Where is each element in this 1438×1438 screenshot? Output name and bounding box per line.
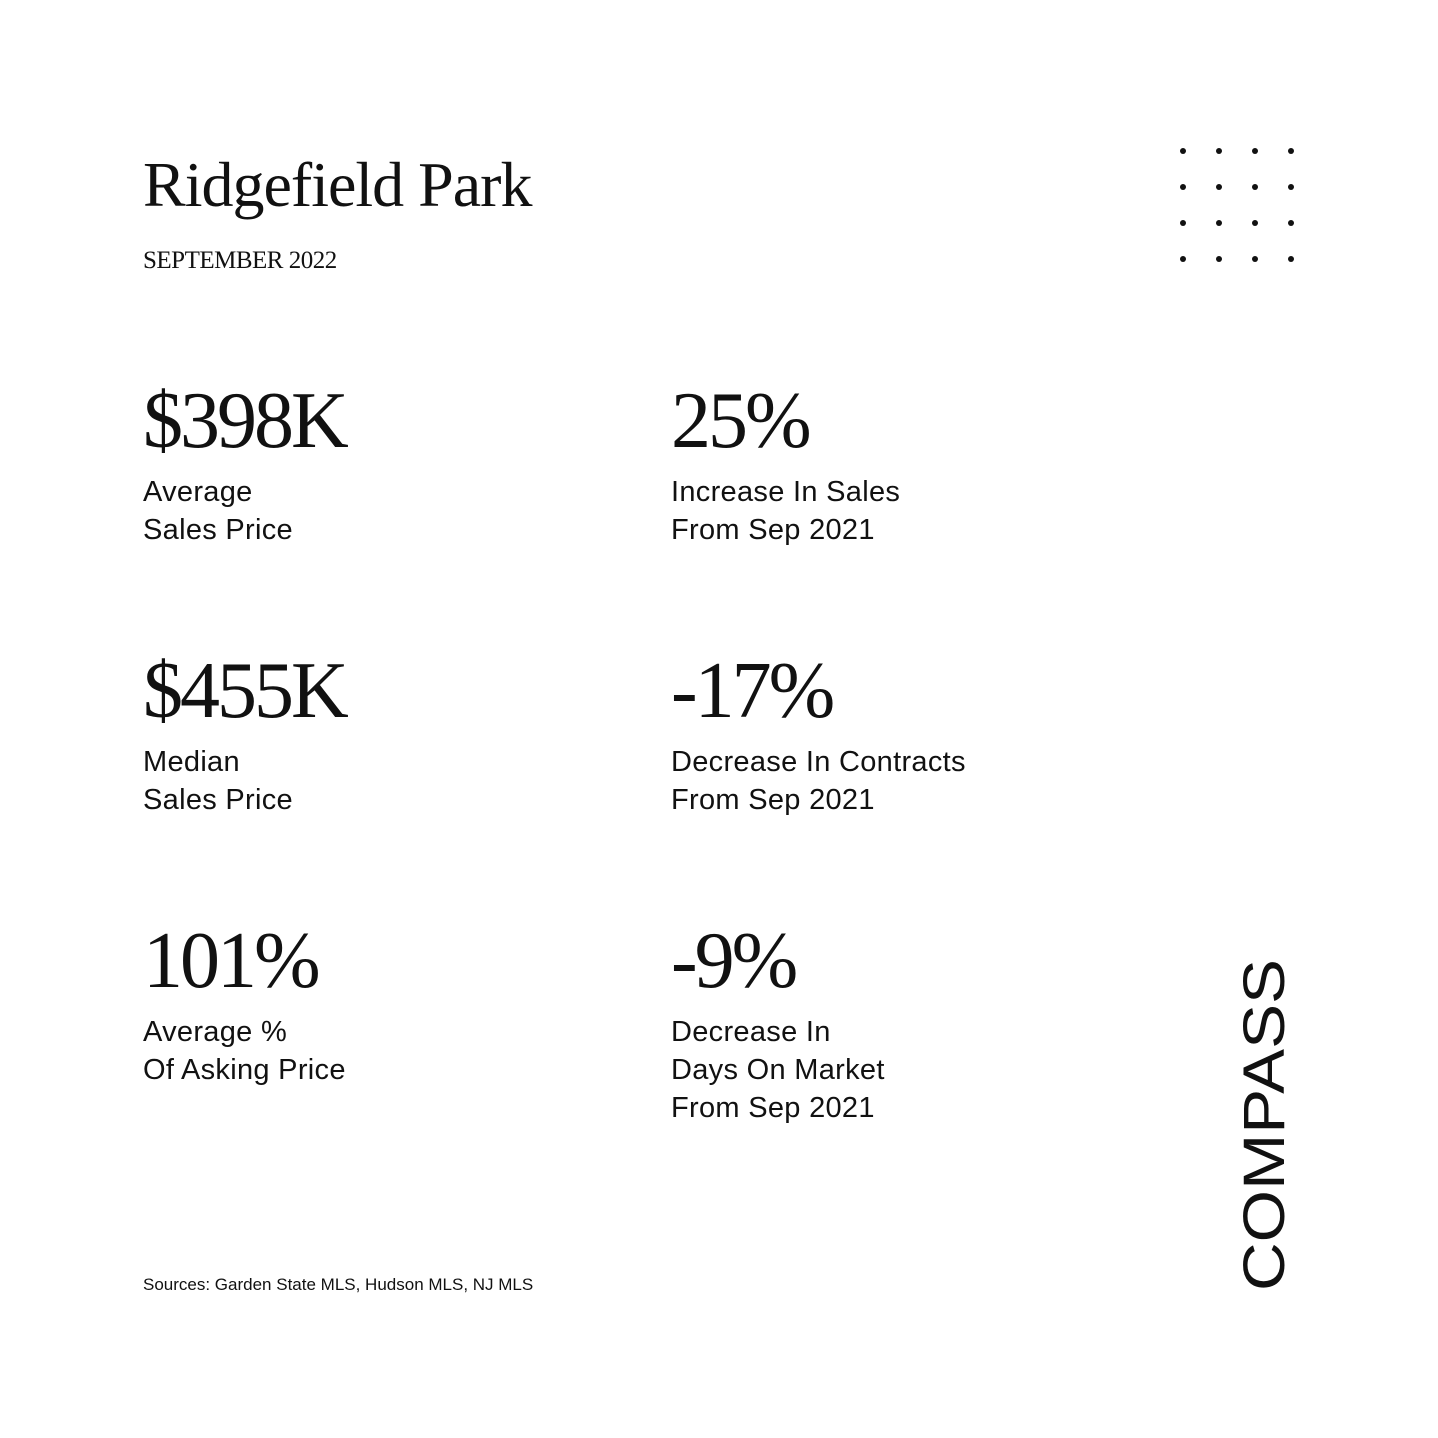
stat-label [143,1013,643,1089]
stat-average-of-asking-price [143,917,643,1089]
sources-note: Sources: Garden State MLS, Hudson MLS, NJ MLS [143,1275,534,1294]
stat-increase-in-sales [671,377,1171,549]
stat-decrease-in-days-on-market [671,917,1171,1127]
compass-logo [1232,955,1297,1295]
stat-value: 101% [143,917,318,1005]
stat-label [143,743,643,819]
page-subtitle: SEPTEMBER 2022 [143,247,337,274]
stat-average-sales-price [143,377,643,549]
stat-label-line: From Sep 2021 [671,1092,875,1124]
stat-label-line: Decrease In Contracts [671,746,966,778]
stat-label-line: Average [143,476,253,508]
stat-median-sales-price [143,647,643,819]
stat-label-line: Increase In Sales [671,476,901,508]
stat-value: $398K [143,377,346,465]
stat-label-line: Median [143,746,240,778]
stat-label [671,743,1171,819]
stat-label-line: From Sep 2021 [671,784,875,816]
stat-label-line: Of Asking Price [143,1054,346,1086]
compass-logo-text: COMPASS [1232,1005,1297,1291]
stat-label-line: Days On Market [671,1054,885,1086]
stat-label-line: Average % [143,1016,288,1048]
dot-grid-icon [1171,140,1301,270]
stat-value: $455K [143,647,346,735]
stat-label-line: Sales Price [143,514,293,546]
stat-label [143,473,643,549]
stat-value: -17% [671,647,833,735]
page-title: Ridgefield Park [143,149,532,220]
stat-value: -9% [671,917,796,1005]
stat-value: 25% [671,377,809,465]
stat-label [671,1013,1171,1127]
stat-label-line: Decrease In [671,1016,831,1048]
stat-label [671,473,1171,549]
stat-decrease-in-contracts [671,647,1171,819]
stat-label-line: From Sep 2021 [671,514,875,546]
stat-label-line: Sales Price [143,784,293,816]
